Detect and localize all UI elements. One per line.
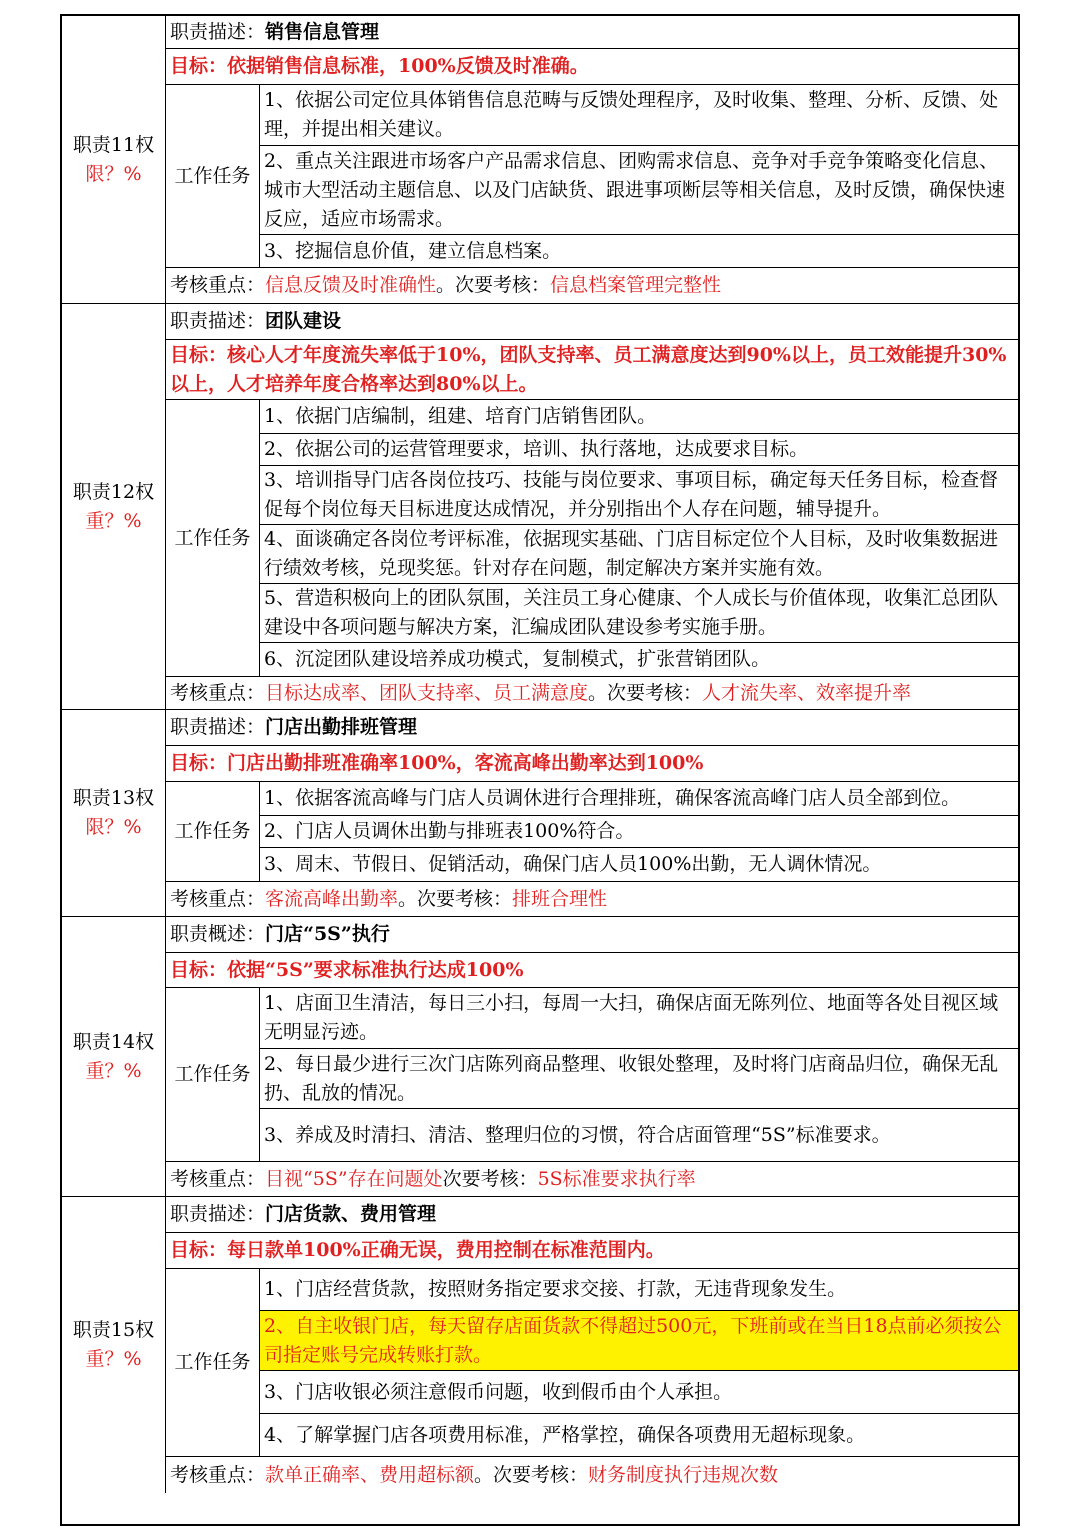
duty-table (60, 14, 1020, 1526)
duty-14-task-1: 1、店面卫生清洁，每日三小扫，每周一大扫，确保店面无陈列位、地面等各处目视区域无明显污迹。 (260, 988, 1018, 1049)
duty-14-task-label: 工作任务 (166, 988, 260, 1162)
duty-13-task-1: 1、依据客流高峰与门店人员调休进行合理排班，确保客流高峰门店人员全部到位。 (260, 782, 1018, 816)
duty-12-evaluation: 考核重点： 目标达成率、团队支持率、员工满意度 。次要考核： 人才流失率、效率提升率 (166, 677, 1018, 710)
duty-11-label: 职责11权 限？% (62, 16, 166, 304)
duty-15-label: 职责15权 重？% (62, 1197, 166, 1493)
duty-14-task-2: 2、每日最少进行三次门店陈列商品整理、收银处整理，及时将门店商品归位，确保无乱扔、乱放的情况。 (260, 1049, 1018, 1109)
duty-12-task-3: 3、培训指导门店各岗位技巧、技能与岗位要求、事项目标，确定每天任务目标，检查督促每个岗位每天目标进度达成情况，并分别指出个人存在问题，辅导提升。 (260, 466, 1018, 525)
duty-12-task-4: 4、面谈确定各岗位考评标准，依据现实基础、门店目标定位个人目标，及时收集数据进行绩效考核，兑现奖惩。针对存在问题，制定解决方案并实施有效。 (260, 525, 1018, 584)
duty-12-task-6: 6、沉淀团队建设培养成功模式，复制模式，扩张营销团队。 (260, 643, 1018, 677)
duty-15-description: 职责描述： 门店货款、费用管理 (166, 1197, 1018, 1233)
duty-12-label: 职责12权 重？% (62, 304, 166, 710)
duty-15-task-3: 3、门店收银必须注意假币问题，收到假币由个人承担。 (260, 1371, 1018, 1414)
duty-15-task-2-highlighted: 2、自主收银门店，每天留存店面货款不得超过500元，下班前或在当日18点前必须按公司指定账号完成转账打款。 (260, 1311, 1018, 1371)
duty-15-goal: 目标：每日款单100%正确无误，费用控制在标准范围内。 (166, 1233, 1018, 1269)
duty-11-description: 职责描述： 销售信息管理 (166, 16, 1018, 49)
duty-13-task-2: 2、门店人员调休出勤与排班表100%符合。 (260, 816, 1018, 848)
duty-11-task-label: 工作任务 (166, 85, 260, 268)
duty-14-evaluation: 考核重点： 目视“5S”存在问题处 次要考核： 5S标准要求执行率 (166, 1162, 1018, 1197)
duty-15-evaluation: 考核重点： 款单正确率、费用超标额 。次要考核： 财务制度执行违规次数 (170, 1463, 779, 1486)
duty-13-description: 职责描述： 门店出勤排班管理 (166, 710, 1018, 746)
duty-13-goal: 目标：门店出勤排班准确率100%，客流高峰出勤率达到100% (166, 746, 1018, 782)
duty-13-task-label: 工作任务 (166, 782, 260, 882)
duty-12-task-2: 2、依据公司的运营管理要求，培训、执行落地，达成要求目标。 (260, 434, 1018, 466)
duty-15-task-label: 工作任务 (166, 1269, 260, 1457)
duty-14-task-3: 3、养成及时清扫、清洁、整理归位的习惯，符合店面管理“5S”标准要求。 (260, 1109, 1018, 1162)
duty-14-goal: 目标：依据“5S”要求标准执行达成100% (166, 953, 1018, 988)
duty-14-description: 职责概述： 门店“5S”执行 (166, 917, 1018, 953)
duty-12-goal: 目标：核心人才年度流失率低于10%，团队支持率、员工满意度达到90%以上，员工效能提升30%以上，人才培养年度合格率达到80%以上。 (166, 340, 1018, 400)
duty-14-label: 职责14权 重？% (62, 917, 166, 1197)
duty-12-description: 职责描述： 团队建设 (166, 304, 1018, 340)
duty-12-task-1: 1、依据门店编制，组建、培育门店销售团队。 (260, 400, 1018, 434)
duty-11-task-2: 2、重点关注跟进市场客户产品需求信息、团购需求信息、竞争对手竞争策略变化信息、城市大型活动主题信息、以及门店缺货、跟进事项断层等相关信息，及时反馈，确保快速反应，适应市场需求。 (260, 146, 1018, 235)
duty-11-goal: 目标：依据销售信息标准，100%反馈及时准确。 (166, 49, 1018, 85)
duty-11-task-3: 3、挖掘信息价值，建立信息档案。 (260, 235, 1018, 268)
duty-13-task-3: 3、周末、节假日、促销活动，确保门店人员100%出勤，无人调休情况。 (260, 848, 1018, 882)
duty-11-task-1: 1、依据公司定位具体销售信息范畴与反馈处理程序，及时收集、整理、分析、反馈、处理，并提出相关建议。 (260, 85, 1018, 146)
duty-11-evaluation: 考核重点： 信息反馈及时准确性 。次要考核： 信息档案管理完整性 (166, 268, 1018, 304)
duty-15-task-4: 4、了解掌握门店各项费用标准，严格掌控，确保各项费用无超标现象。 (260, 1414, 1018, 1457)
duty-13-label: 职责13权 限？% (62, 710, 166, 917)
duty-15-task-1: 1、门店经营货款，按照财务指定要求交接、打款，无违背现象发生。 (260, 1269, 1018, 1311)
duty-13-evaluation: 考核重点： 客流高峰出勤率 。次要考核： 排班合理性 (166, 882, 1018, 917)
duty-12-task-label: 工作任务 (166, 400, 260, 677)
duty-12-task-5: 5、营造积极向上的团队氛围，关注员工身心健康、个人成长与价值体现，收集汇总团队建设中各项问题与解决方案，汇编成团队建设参考实施手册。 (260, 584, 1018, 643)
